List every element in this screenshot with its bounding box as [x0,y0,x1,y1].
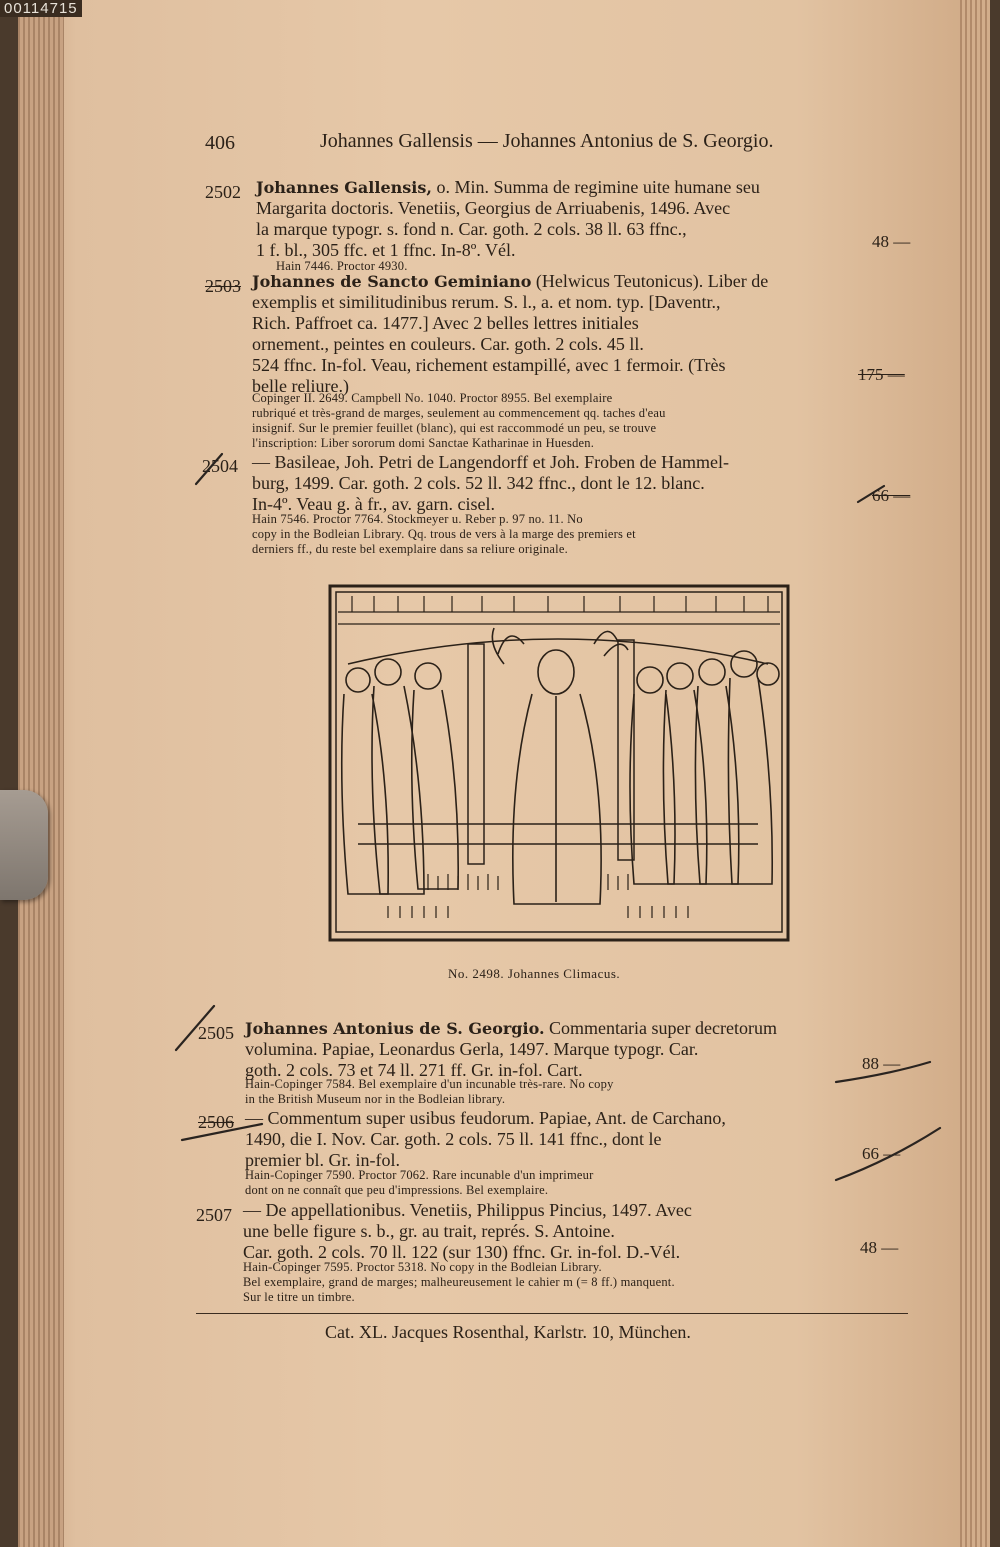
archive-id: 00114715 [0,0,82,17]
entry-name: Johannes Gallensis, [256,178,432,197]
pencil-line-66 [836,1128,940,1180]
price: 88 — [862,1054,901,1073]
running-title: Johannes Gallensis — Johannes Antonius de S. Georgio. [320,130,774,152]
entry-name: Johannes Antonius de S. Georgio. [245,1019,545,1038]
entry-note: Hain-Copinger 7584. Bel exemplaire d'un incunable très-rare. No copy in the British Museum nor in the Bodleian library. [245,1077,614,1106]
pencil-check-66 [858,486,884,502]
entry-note: Copinger II. 2649. Campbell No. 1040. Proctor 8955. Bel exemplaire rubriqué et très-grand de marges, seulement au commencement qq. taches d'eau insignif. Sur le premier feuillet (blanc), qui est raccommodé un peu, se trouve l'inscription: Liber sororum domi Sanctae Katharinae in Huesden. [252,391,666,450]
entry-2503: Johannes de Sancto Geminiano (Helwicus Teutonicus). Liber de exemplis et similitudinibus rerum. S. l., a. et nom. typ. [Daventr., Rich. Paffroet ca. 1477.] Avec 2 belles lettres initiales ornement., peintes en couleurs. Car. goth. 2 cols. 45 ll. 524 ffnc. In-fol. Veau, richement estampillé, avec 1 fermoir. (Très belle reliure.) [252,271,769,396]
entry-number: 2502 [205,182,241,202]
footer: Cat. XL. Jacques Rosenthal, Karlstr. 10, München. [325,1322,691,1342]
price: 48 — [872,232,911,251]
price: 66 — [872,486,911,505]
entry-name: Johannes de Sancto Geminiano [252,272,532,291]
illustration-caption: No. 2498. Johannes Climacus. [448,966,621,981]
entry-number: 2504 [202,456,238,476]
entry-note: Hain-Copinger 7590. Proctor 7062. Rare incunable d'un imprimeur dont on ne connaît que peu d'impressions. Bel exemplaire. [245,1168,594,1197]
entry-2502: Johannes Gallensis, o. Min. Summa de regimine uite humane seu Margarita doctoris. Venetiis, Georgius de Arriuabenis, 1496. Avec la marque typogr. s. fond n. Car. goth. 2 cols. 38 ll. 63 ffnc., 1 f. bl., 305 ffc. et 1 ffnc. In-8º. Vél. [256,177,760,260]
entry-2507: — De appellationibus. Venetiis, Philippus Pincius, 1497. Avec une belle figure s. b., gr. au trait, représ. S. Antoine. Car. goth. 2 cols. 70 ll. 122 (sur 130) ffnc. Gr. in-fol. D.-Vél. [243,1200,692,1262]
entry-number: 2505 [198,1023,234,1043]
pencil-line-88 [836,1062,930,1082]
entry-note: Hain 7546. Proctor 7764. Stockmeyer u. Reber p. 97 no. 11. No copy in the Bodleian Library. Qq. trous de vers à la marge des premiers et derniers ff., du reste bel exemplaire dans sa reliure originale. [252,512,636,556]
price: 66 — [862,1144,901,1163]
price: 175 — [858,365,905,384]
entry-number: 2507 [196,1205,232,1225]
price: 48 — [860,1238,899,1257]
pencil-check-2505 [176,1006,214,1050]
pencil-check-2504 [196,454,222,484]
entry-2506: — Commentum super usibus feudorum. Papiae, Ant. de Carchano, 1490, die I. Nov. Car. goth. 2 cols. 75 ll. 141 ffnc., dont le premier bl. Gr. in-fol. [245,1108,726,1170]
entry-note: Hain 7446. Proctor 4930. [276,259,408,273]
page-number: 406 [205,132,235,154]
entry-2505: Johannes Antonius de S. Georgio. Commentaria super decretorum volumina. Papiae, Leonardus Gerla, 1497. Marque typogr. Car. goth. 2 cols. 73 et 74 ll. 271 ff. Gr. in-fol. Cart. [245,1018,777,1080]
pencil-strike-2506 [182,1124,262,1140]
footer-rule [196,1313,908,1314]
entry-number: 2506 [198,1112,234,1132]
entry-note: Hain-Copinger 7595. Proctor 5318. No copy in the Bodleian Library. Bel exemplaire, grand de marges; malheureusement le cahier m (= 8 ff.) manquent. Sur le titre un timbre. [243,1260,675,1304]
entry-number: 2503 [205,276,241,296]
entry-2504: — Basileae, Joh. Petri de Langendorff et Joh. Froben de Hammel- burg, 1499. Car. goth. 2 cols. 52 ll. 342 ffnc., dont le 12. blanc. In-4º. Veau g. à fr., av. garn. cisel. [252,452,730,514]
